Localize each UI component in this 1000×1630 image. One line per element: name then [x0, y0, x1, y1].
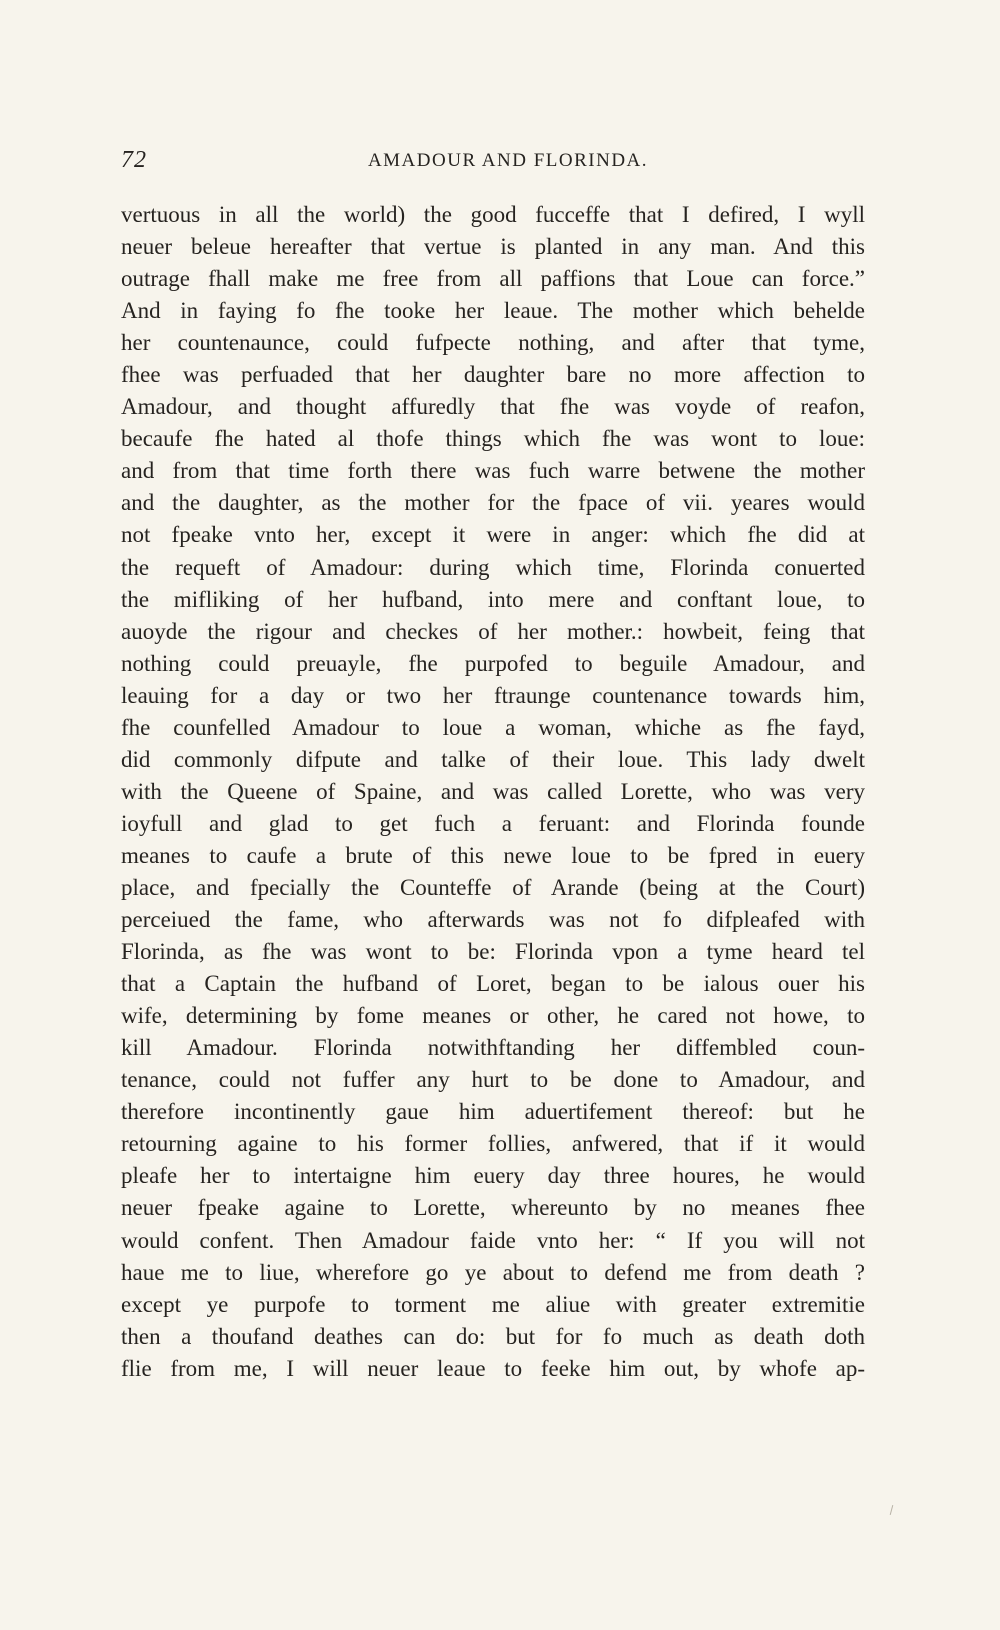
- text-line: her countenaunce, could fufpecte nothing, and after that tyme,: [121, 330, 865, 356]
- text-line: did commonly difpute and talke of their loue. This lady dwelt: [121, 746, 865, 772]
- text-line: meanes to caufe a brute of this newe loue to be fpred in euery: [121, 842, 865, 868]
- text-line: would confent. Then Amadour faide vnto her: “ If you will not: [121, 1227, 865, 1253]
- text-line: retourning againe to his former follies, anfwered, that if it would: [121, 1131, 865, 1157]
- text-line: leauing for a day or two her ftraunge countenance towards him,: [121, 682, 865, 708]
- text-line: wife, determining by fome meanes or other, he cared not howe, to: [121, 1003, 865, 1029]
- text-line: therefore incontinently gaue him aduertifement thereof: but he: [121, 1099, 865, 1125]
- text-line: the requeft of Amadour: during which time, Florinda conuerted: [121, 554, 865, 580]
- text-line: neuer beleue hereafter that vertue is planted in any man. And this: [121, 234, 865, 260]
- body-text: [121, 199, 865, 1385]
- text-line: Florinda, as fhe was wont to be: Florinda vpon a tyme heard tel: [121, 939, 865, 965]
- text-line: outrage fhall make me free from all paffions that Loue can force.”: [121, 266, 865, 292]
- text-line: haue me to liue, wherefore go ye about to defend me from death ?: [121, 1259, 865, 1285]
- text-line: neuer fpeake againe to Lorette, whereunto by no meanes fhee: [121, 1195, 865, 1221]
- text-line: fhee was perfuaded that her daughter bare no more affection to: [121, 362, 865, 388]
- text-line: vertuous in all the world) the good fucceffe that I defired, I wyll: [121, 202, 865, 227]
- text-line: not fpeake vnto her, except it were in anger: which fhe did at: [121, 522, 865, 548]
- text-line: Amadour, and thought affuredly that fhe was voyde of reafon,: [121, 394, 865, 420]
- text-line: pleafe her to intertaigne him euery day three houres, he would: [121, 1163, 865, 1189]
- text-line: then a thoufand deathes can do: but for fo much as death doth: [121, 1323, 865, 1349]
- paper-speck: [890, 1505, 894, 1515]
- text-line: place, and fpecially the Counteffe of Arande (being at the Court): [121, 874, 865, 900]
- text-line: that a Captain the hufband of Loret, began to be ialous ouer his: [121, 971, 865, 997]
- text-line: perceiued the fame, who afterwards was not fo difpleafed with: [121, 907, 865, 933]
- page-header: [121, 147, 865, 179]
- text-line: fhe counfelled Amadour to loue a woman, whiche as fhe fayd,: [121, 714, 865, 740]
- text-line: ioyfull and glad to get fuch a feruant: and Florinda founde: [121, 810, 865, 836]
- text-line: And in faying fo fhe tooke her leaue. The mother which behelde: [121, 298, 865, 324]
- text-line: with the Queene of Spaine, and was called Lorette, who was very: [121, 778, 865, 804]
- text-line: the mifliking of her hufband, into mere and conftant loue, to: [121, 586, 865, 612]
- text-line: and from that time forth there was fuch warre betwene the mother: [121, 458, 865, 484]
- text-line: flie from me, I will neuer leaue to feeke him out, by whofe ap-: [121, 1355, 865, 1381]
- text-line: kill Amadour. Florinda notwithftanding her diffembled coun-: [121, 1035, 865, 1061]
- text-line: except ye purpofe to torment me aliue with greater extremitie: [121, 1291, 865, 1317]
- running-head: AMADOUR AND FLORINDA.: [367, 150, 649, 171]
- text-line: and the daughter, as the mother for the fpace of vii. yeares would: [121, 490, 865, 516]
- text-line: tenance, could not fuffer any hurt to be done to Amadour, and: [121, 1067, 865, 1093]
- text-line: becaufe fhe hated al thofe things which fhe was wont to loue:: [121, 426, 865, 452]
- text-line: nothing could preuayle, fhe purpofed to beguile Amadour, and: [121, 650, 865, 676]
- page-number: 72: [121, 147, 147, 173]
- text-line: auoyde the rigour and checkes of her mother.: howbeit, feing that: [121, 618, 865, 644]
